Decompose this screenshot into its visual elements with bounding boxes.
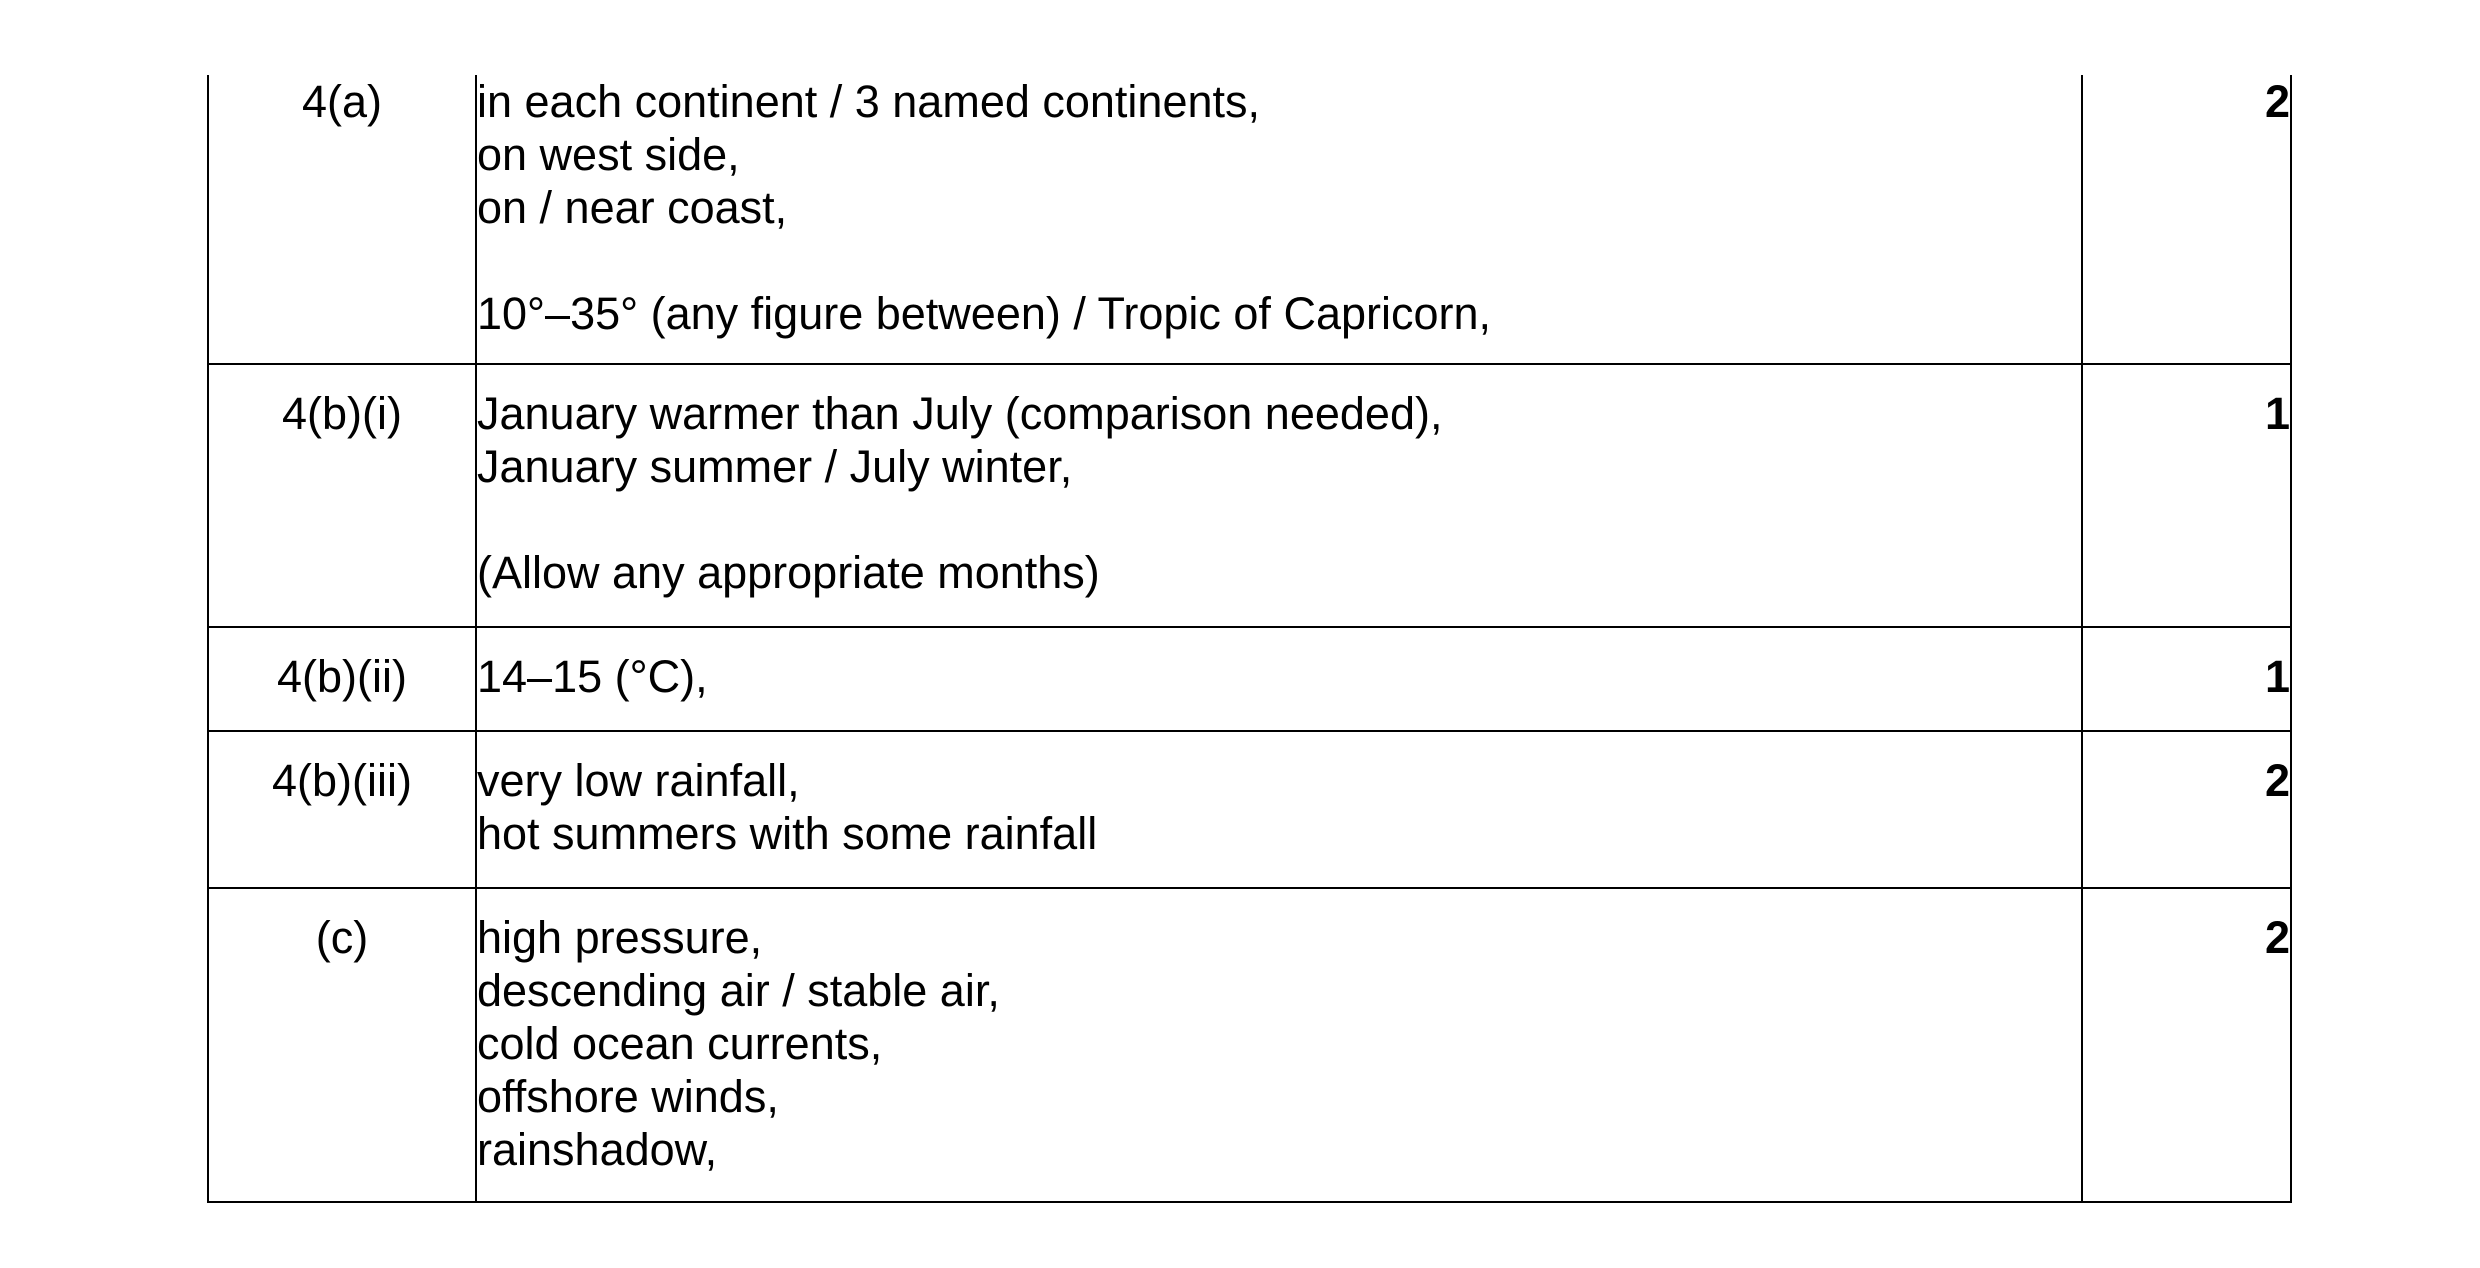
answer-line: (Allow any appropriate months) [477, 547, 1100, 598]
answer-line: offshore winds, [477, 1071, 779, 1122]
marks-value: 2 [2264, 76, 2290, 127]
answer-line: in each continent / 3 named continents, [477, 76, 1261, 127]
mark-scheme-table [207, 75, 2292, 1203]
question-number-cell [208, 731, 476, 888]
marks-cell [2082, 627, 2291, 731]
answer-line: on west side, [477, 129, 740, 180]
question-number: 4(a) [301, 76, 383, 127]
answer-line: cold ocean currents, [477, 1018, 883, 1069]
marks-value: 2 [2264, 755, 2290, 806]
answer-line: descending air / stable air, [477, 965, 1000, 1016]
marks-value: 1 [2264, 651, 2290, 702]
table-row [208, 364, 2291, 627]
answer-line: hot summers with some rainfall [477, 808, 1098, 859]
answer-line: January warmer than July (comparison needed), [477, 388, 1443, 439]
answer-line: on / near coast, [477, 182, 788, 233]
question-number: 4(b)(iii) [272, 755, 412, 806]
marks-cell [2082, 731, 2291, 888]
answer-line: very low rainfall, [477, 755, 800, 806]
question-number-cell [208, 888, 476, 1202]
marks-cell [2082, 888, 2291, 1202]
marks-cell [2082, 364, 2291, 627]
answer-cell [476, 75, 2082, 364]
marks-value: 2 [2264, 912, 2290, 963]
marks-cell [2082, 75, 2291, 364]
table-row [208, 888, 2291, 1202]
answer-cell [476, 364, 2082, 627]
answer-line-gap [477, 234, 2081, 287]
answer-line: 14–15 (°C), [477, 651, 708, 702]
answer-line: January summer / July winter, [477, 441, 1073, 492]
table-row [208, 731, 2291, 888]
answer-cell [476, 627, 2082, 731]
question-number: 4(b)(i) [282, 388, 402, 439]
question-number-cell [208, 75, 476, 364]
question-number: 4(b)(ii) [277, 651, 407, 702]
answer-line: 10°–35° (any figure between) / Tropic of Capricorn, [477, 288, 1492, 339]
answer-cell [476, 888, 2082, 1202]
question-number: (c) [315, 912, 369, 963]
answer-line: high pressure, [477, 912, 763, 963]
table-row [208, 627, 2291, 731]
marks-value: 1 [2264, 388, 2290, 439]
question-number-cell [208, 627, 476, 731]
table-row [208, 75, 2291, 364]
answer-line-gap [477, 493, 2081, 546]
answer-line: rainshadow, [477, 1124, 718, 1175]
question-number-cell [208, 364, 476, 627]
answer-cell [476, 731, 2082, 888]
